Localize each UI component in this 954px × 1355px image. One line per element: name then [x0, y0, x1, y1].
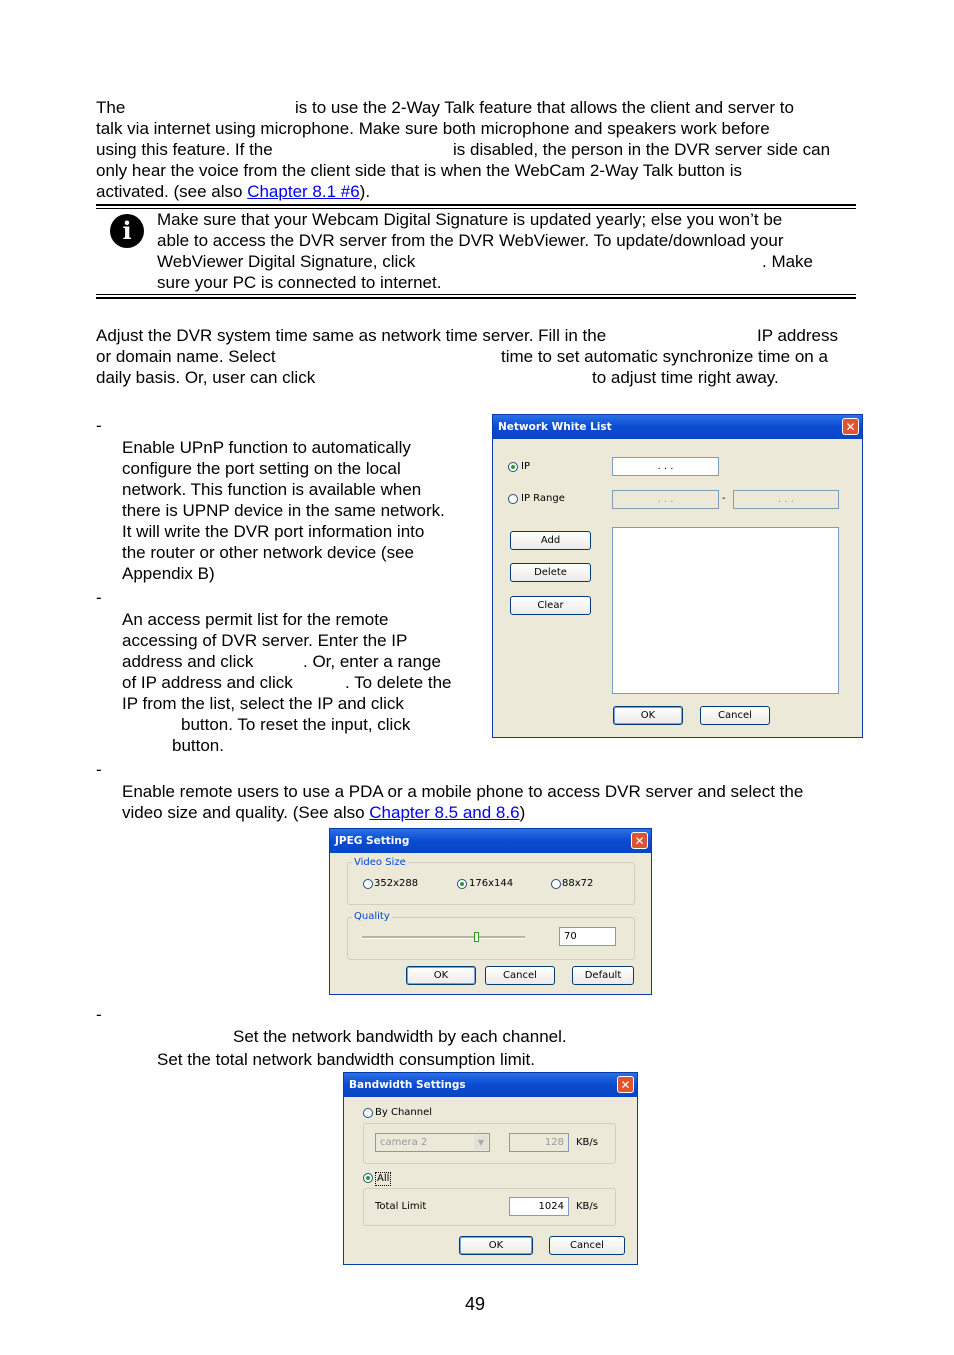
mobile-line2	[122, 802, 525, 823]
size-88-label: 88x72	[562, 878, 594, 889]
total-unit-label: KB/s	[576, 1201, 598, 1212]
page-number: 49	[465, 1294, 486, 1314]
ip-range-to-input[interactable]: . . .	[733, 490, 839, 509]
add-button[interactable]: Add	[510, 531, 591, 550]
mobile-dash: -	[96, 760, 102, 779]
para2-line3a: daily basis. Or, user can click	[96, 368, 316, 387]
mobile-line2b: )	[519, 803, 526, 822]
ok-button[interactable]: OK	[613, 706, 683, 725]
video-size-group-title: Video Size	[354, 857, 406, 868]
quality-slider-track[interactable]	[362, 936, 525, 939]
by-channel-label: By Channel	[375, 1107, 433, 1118]
close-icon[interactable]: ✕	[631, 832, 648, 849]
close-icon[interactable]: ✕	[842, 418, 859, 435]
ip-radio-label: IP	[521, 461, 530, 472]
clear-button[interactable]: Clear	[510, 596, 591, 615]
note-line3b: . Make	[762, 252, 814, 271]
chapter-link-8-1[interactable]: Chapter 8.1 #6	[247, 182, 360, 201]
whitelist-dash: -	[96, 588, 102, 607]
para1-line1a: The	[96, 98, 126, 117]
ip-input[interactable]: . . .	[612, 457, 719, 476]
para2-line2a: or domain name. Select	[96, 347, 276, 366]
total-limit-label: Total Limit	[375, 1201, 427, 1212]
para1-line5a: activated. (see also	[96, 182, 248, 201]
channel-bandwidth-input[interactable]: 128	[509, 1133, 569, 1152]
all-radio[interactable]	[363, 1173, 373, 1183]
size-176-label: 176x144	[469, 878, 514, 889]
ip-range-from-input[interactable]: . . .	[612, 490, 719, 509]
chevron-down-icon[interactable]: ▼	[474, 1135, 488, 1150]
cancel-button[interactable]: Cancel	[485, 966, 555, 985]
jpeg-setting-dialog	[329, 828, 652, 995]
ok-button[interactable]: OK	[459, 1236, 533, 1255]
upnp-line3: network. This function is available when	[122, 480, 422, 499]
note-line1: Make sure that your Webcam Digital Signature is updated yearly; else you won’t be	[157, 210, 783, 229]
size-352-radio[interactable]	[363, 879, 373, 889]
note-top-rule	[96, 204, 856, 206]
ok-button[interactable]: OK	[406, 966, 476, 985]
whitelist-line3a: address and click	[122, 652, 254, 671]
whitelist-line1: An access permit list for the remote	[122, 610, 389, 629]
quality-slider-thumb[interactable]	[474, 932, 479, 942]
upnp-line6: the router or other network device (see	[122, 543, 414, 562]
para1-line3a: using this feature. If the	[96, 140, 273, 159]
channel-select-value: camera 2	[380, 1137, 428, 1148]
nwl-titlebar	[493, 415, 862, 439]
quality-group-title: Quality	[354, 911, 390, 922]
para1-line3b: is disabled, the person in the DVR server side can	[453, 140, 831, 159]
bandwidth-settings-dialog	[343, 1072, 638, 1265]
close-icon[interactable]: ✕	[617, 1076, 634, 1093]
upnp-line5: It will write the DVR port information into	[122, 522, 425, 541]
mobile-line2a: video size and quality. (See also	[122, 803, 370, 822]
size-352-label: 352x288	[374, 878, 419, 889]
note-bottom-rule-thin	[96, 294, 856, 295]
note-line3a: WebViewer Digital Signature, click	[157, 252, 416, 271]
size-88-radio[interactable]	[551, 879, 561, 889]
para1-line5b: ).	[359, 182, 371, 201]
jpeg-title: JPEG Setting	[335, 835, 410, 847]
whitelist-line6: button. To reset the input, click	[181, 715, 411, 734]
para1-line5	[96, 181, 370, 202]
nwl-title: Network White List	[498, 421, 612, 433]
para2-line3b: to adjust time right away.	[592, 368, 779, 387]
default-button[interactable]: Default	[572, 966, 634, 985]
ip-range-radio[interactable]	[508, 494, 518, 504]
bandwidth-line2: Set the total network bandwidth consumption limit.	[157, 1050, 535, 1069]
upnp-line4: there is UPNP device in the same network.	[122, 501, 445, 520]
cancel-button[interactable]: Cancel	[700, 706, 770, 725]
whitelist-line4a: of IP address and click	[122, 673, 293, 692]
whitelist-line5: IP from the list, select the IP and click	[122, 694, 404, 713]
whitelist-line3b: . Or, enter a range	[303, 652, 441, 671]
bandwidth-line1: Set the network bandwidth by each channel.	[233, 1027, 567, 1046]
para1-line1b: is to use the 2-Way Talk feature that allows the client and server to	[295, 98, 794, 117]
bandwidth-dash: -	[96, 1005, 102, 1024]
para2-line1a: Adjust the DVR system time same as network time server. Fill in the	[96, 326, 607, 345]
jpeg-titlebar	[330, 829, 651, 853]
whitelist-line4b: . To delete the	[345, 673, 452, 692]
bw-titlebar	[344, 1073, 637, 1097]
quality-value-input[interactable]: 70	[559, 927, 616, 946]
channel-unit-label: KB/s	[576, 1137, 598, 1148]
channel-select[interactable]	[375, 1133, 490, 1152]
size-176-radio[interactable]	[457, 879, 467, 889]
total-limit-input[interactable]: 1024	[509, 1197, 569, 1216]
ip-range-separator: -	[722, 493, 726, 504]
ip-range-radio-label: IP Range	[521, 493, 565, 504]
para1-line4: only hear the voice from the client side that is when the WebCam 2-Way Talk button is	[96, 161, 742, 180]
para1-line2: talk via internet using microphone. Make sure both microphone and speakers work before	[96, 119, 770, 138]
bw-title: Bandwidth Settings	[349, 1079, 466, 1091]
note-line4: sure your PC is connected to internet.	[157, 273, 442, 292]
note-line2: able to access the DVR server from the DVR WebViewer. To update/download your	[157, 231, 784, 250]
upnp-dash: -	[96, 416, 102, 435]
upnp-line2: configure the port setting on the local	[122, 459, 401, 478]
cancel-button[interactable]: Cancel	[549, 1236, 625, 1255]
note-bottom-rule	[96, 297, 856, 299]
whitelist-line2: accessing of DVR server. Enter the IP	[122, 631, 408, 650]
para2-line1b: IP address	[757, 326, 838, 345]
by-channel-radio[interactable]	[363, 1108, 373, 1118]
mobile-line1: Enable remote users to use a PDA or a mobile phone to access DVR server and select the	[122, 782, 804, 801]
para2-line2b: time to set automatic synchronize time on a	[501, 347, 828, 366]
chapter-link-8-5[interactable]: Chapter 8.5 and 8.6	[369, 803, 520, 822]
whitelist-line7: button.	[172, 736, 224, 755]
ip-list-box[interactable]	[612, 527, 839, 694]
info-icon: i	[110, 214, 144, 248]
network-white-list-dialog	[492, 414, 863, 738]
all-label: All	[377, 1173, 390, 1184]
ip-radio[interactable]	[508, 462, 518, 472]
upnp-line1: Enable UPnP function to automatically	[122, 438, 411, 457]
upnp-line7: Appendix B)	[122, 564, 215, 583]
delete-button[interactable]: Delete	[510, 563, 591, 582]
